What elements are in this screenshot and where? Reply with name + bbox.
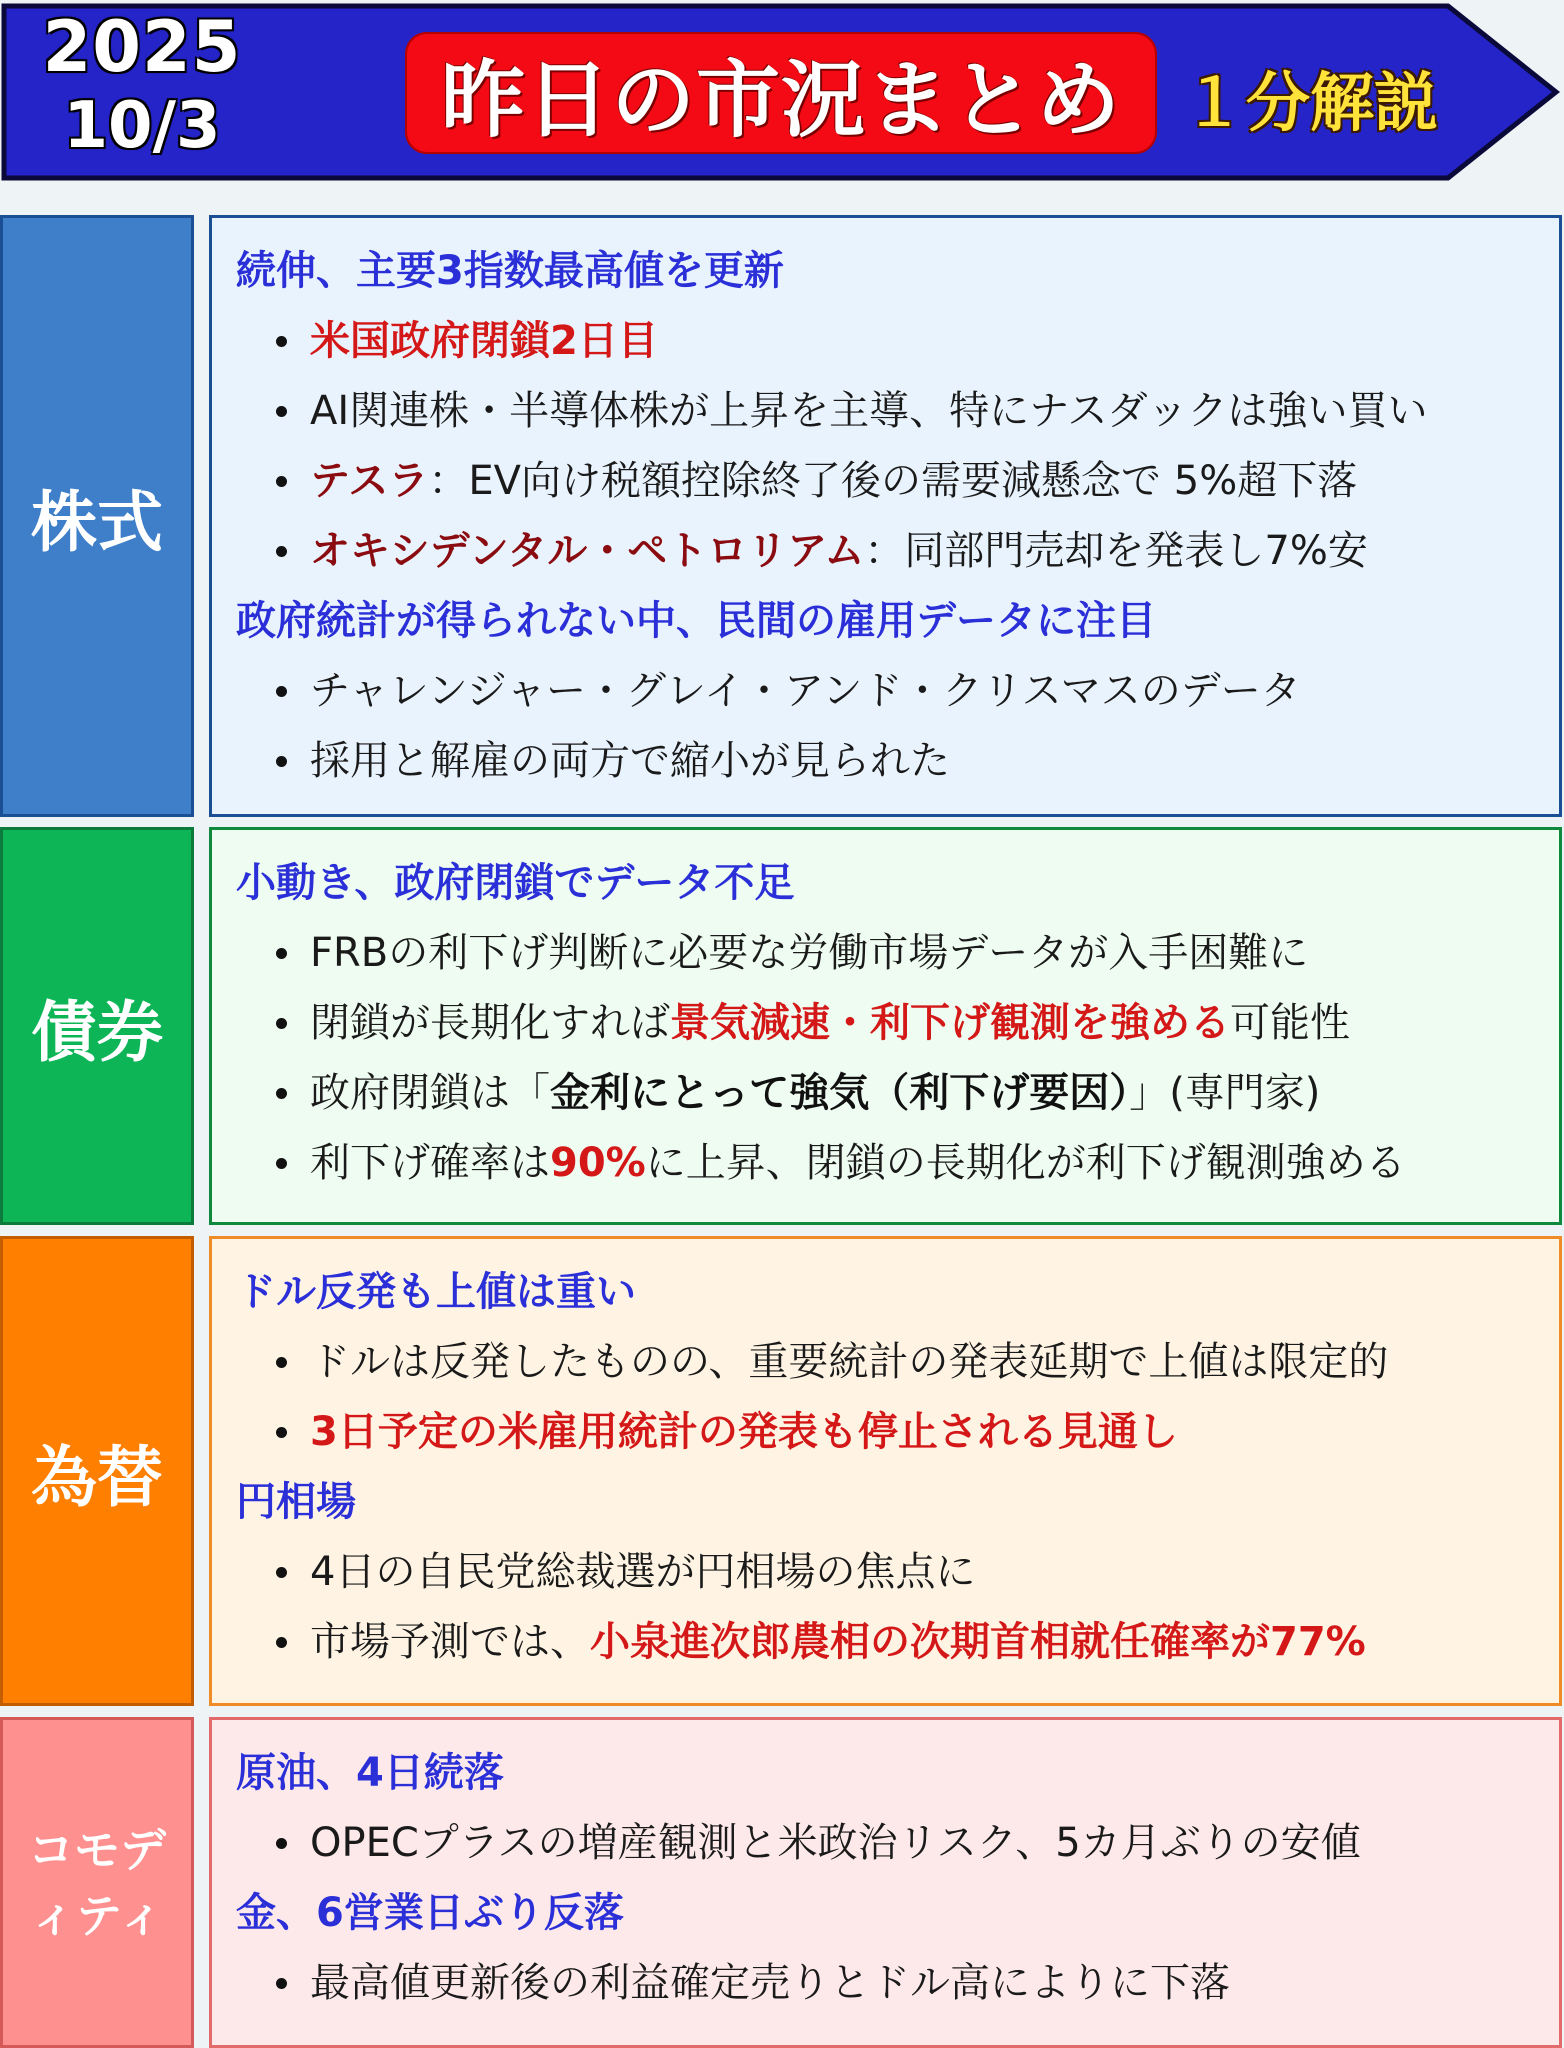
header-banner: [0, 0, 1564, 184]
bonds-bullet-4-post: に上昇、閉鎖の長期化が利下げ観測強める: [645, 1140, 1406, 1186]
list-item: [236, 726, 1559, 796]
commodity-heading-2: 金、6営業日ぶり反落: [236, 1890, 624, 1936]
header-year: 2025: [42, 6, 242, 88]
bonds-bullet-2-post: 可能性: [1230, 1000, 1350, 1046]
bonds-bullet-3-pre: 政府閉鎖は「: [310, 1070, 550, 1116]
section-stocks: [0, 215, 1564, 817]
section-label-bonds: 債券: [0, 827, 194, 1225]
stocks-heading-1: 続伸、主要3指数最高値を更新: [236, 248, 784, 294]
stocks-bullet-2: AI関連株・半導体株が上昇を主導、特にナスダックは強い買い: [310, 388, 1428, 434]
list-item: [236, 1128, 1559, 1198]
bonds-bullet-2-strong: 景気減速・利下げ観測を強める: [670, 1000, 1230, 1046]
header-date: [22, 6, 262, 163]
list-item: [236, 446, 1559, 516]
stocks-bullet-3-rest: ：EV向け税額控除終了後の需要減懸念で 5%超下落: [428, 458, 1358, 504]
stocks-list-1: [236, 306, 1559, 586]
page-subtitle: １分解説: [1182, 67, 1438, 141]
bonds-heading-1: 小動き、政府閉鎖でデータ不足: [236, 860, 795, 906]
section-label-fx: 為替: [0, 1236, 194, 1706]
list-item: [236, 988, 1559, 1058]
list-item: [236, 1607, 1559, 1677]
section-fx: [0, 1236, 1564, 1706]
section-label-stocks: 株式: [0, 215, 194, 817]
section-bonds: [0, 827, 1564, 1225]
list-item: [236, 1537, 1559, 1607]
list-item: [236, 918, 1559, 988]
header-month-day: 10/3: [63, 89, 221, 163]
fx-bullet-2: 3日予定の米雇用統計の発表も停止される見通し: [310, 1409, 1178, 1455]
section-label-commodity: [0, 1717, 194, 2048]
fx-bullet-4-pre: 市場予測では、: [310, 1619, 590, 1665]
commodity-heading-1: 原油、4日続落: [236, 1750, 504, 1796]
bonds-bullet-4-pre: 利下げ確率は: [310, 1140, 550, 1186]
stocks-bullet-4-strong: オキシデンタル・ペトロリアム: [310, 528, 865, 574]
list-item: [236, 306, 1559, 376]
bonds-bullet-2-pre: 閉鎖が長期化すれば: [310, 1000, 670, 1046]
fx-list-1: [236, 1327, 1559, 1467]
list-item: [236, 516, 1559, 586]
section-content-commodity: [209, 1717, 1562, 2048]
stocks-bullet-5: チャレンジャー・グレイ・アンド・クリスマスのデータ: [310, 668, 1301, 714]
section-commodity: [0, 1717, 1564, 2048]
list-item: [236, 376, 1559, 446]
stocks-bullet-1: 米国政府閉鎖2日目: [310, 318, 658, 364]
bonds-bullet-1: FRBの利下げ判断に必要な労働市場データが入手困難に: [310, 930, 1309, 976]
stocks-bullet-3-strong: テスラ: [310, 458, 429, 504]
stocks-bullet-4-rest: ：同部門売却を発表し7%安: [864, 528, 1368, 574]
list-item: [236, 1808, 1559, 1878]
bonds-bullet-3-post: 」(専門家): [1129, 1070, 1321, 1116]
commodity-bullet-1: OPECプラスの増産観測と米政治リスク、5カ月ぶりの安値: [310, 1820, 1361, 1866]
bonds-bullet-4-strong: 90%: [550, 1140, 646, 1186]
stocks-list-2: [236, 656, 1559, 796]
commodity-bullet-2: 最高値更新後の利益確定売りとドル高によりに下落: [310, 1960, 1230, 2006]
fx-bullet-1: ドルは反発したものの、重要統計の発表延期で上値は限定的: [310, 1339, 1389, 1385]
stocks-bullet-6: 採用と解雇の両方で縮小が見られた: [310, 738, 950, 784]
commodity-label-line-2: ィティ: [29, 1888, 165, 1943]
fx-heading-1: ドル反発も上値は重い: [236, 1269, 636, 1315]
commodity-list-1: [236, 1808, 1559, 1878]
list-item: [236, 1397, 1559, 1467]
page-title: 昨日の市況まとめ: [405, 32, 1157, 154]
list-item: [236, 1327, 1559, 1397]
fx-heading-2: 円相場: [236, 1479, 356, 1525]
section-content-bonds: [209, 827, 1562, 1225]
fx-bullet-4-strong: 小泉進次郎農相の次期首相就任確率が77%: [590, 1619, 1366, 1665]
fx-bullet-3: 4日の自民党総裁選が円相場の焦点に: [310, 1549, 976, 1595]
section-content-fx: [209, 1236, 1562, 1706]
commodity-label-line-1: コモデ: [28, 1822, 166, 1877]
list-item: [236, 1058, 1559, 1128]
fx-list-2: [236, 1537, 1559, 1677]
section-content-stocks: [209, 215, 1562, 817]
list-item: [236, 656, 1559, 726]
list-item: [236, 1948, 1559, 2018]
bonds-list: [236, 918, 1559, 1198]
stocks-heading-2: 政府統計が得られない中、民間の雇用データに注目: [236, 598, 1156, 644]
bonds-bullet-3-strong: 金利にとって強気（利下げ要因）: [550, 1070, 1130, 1116]
commodity-list-2: [236, 1948, 1559, 2018]
